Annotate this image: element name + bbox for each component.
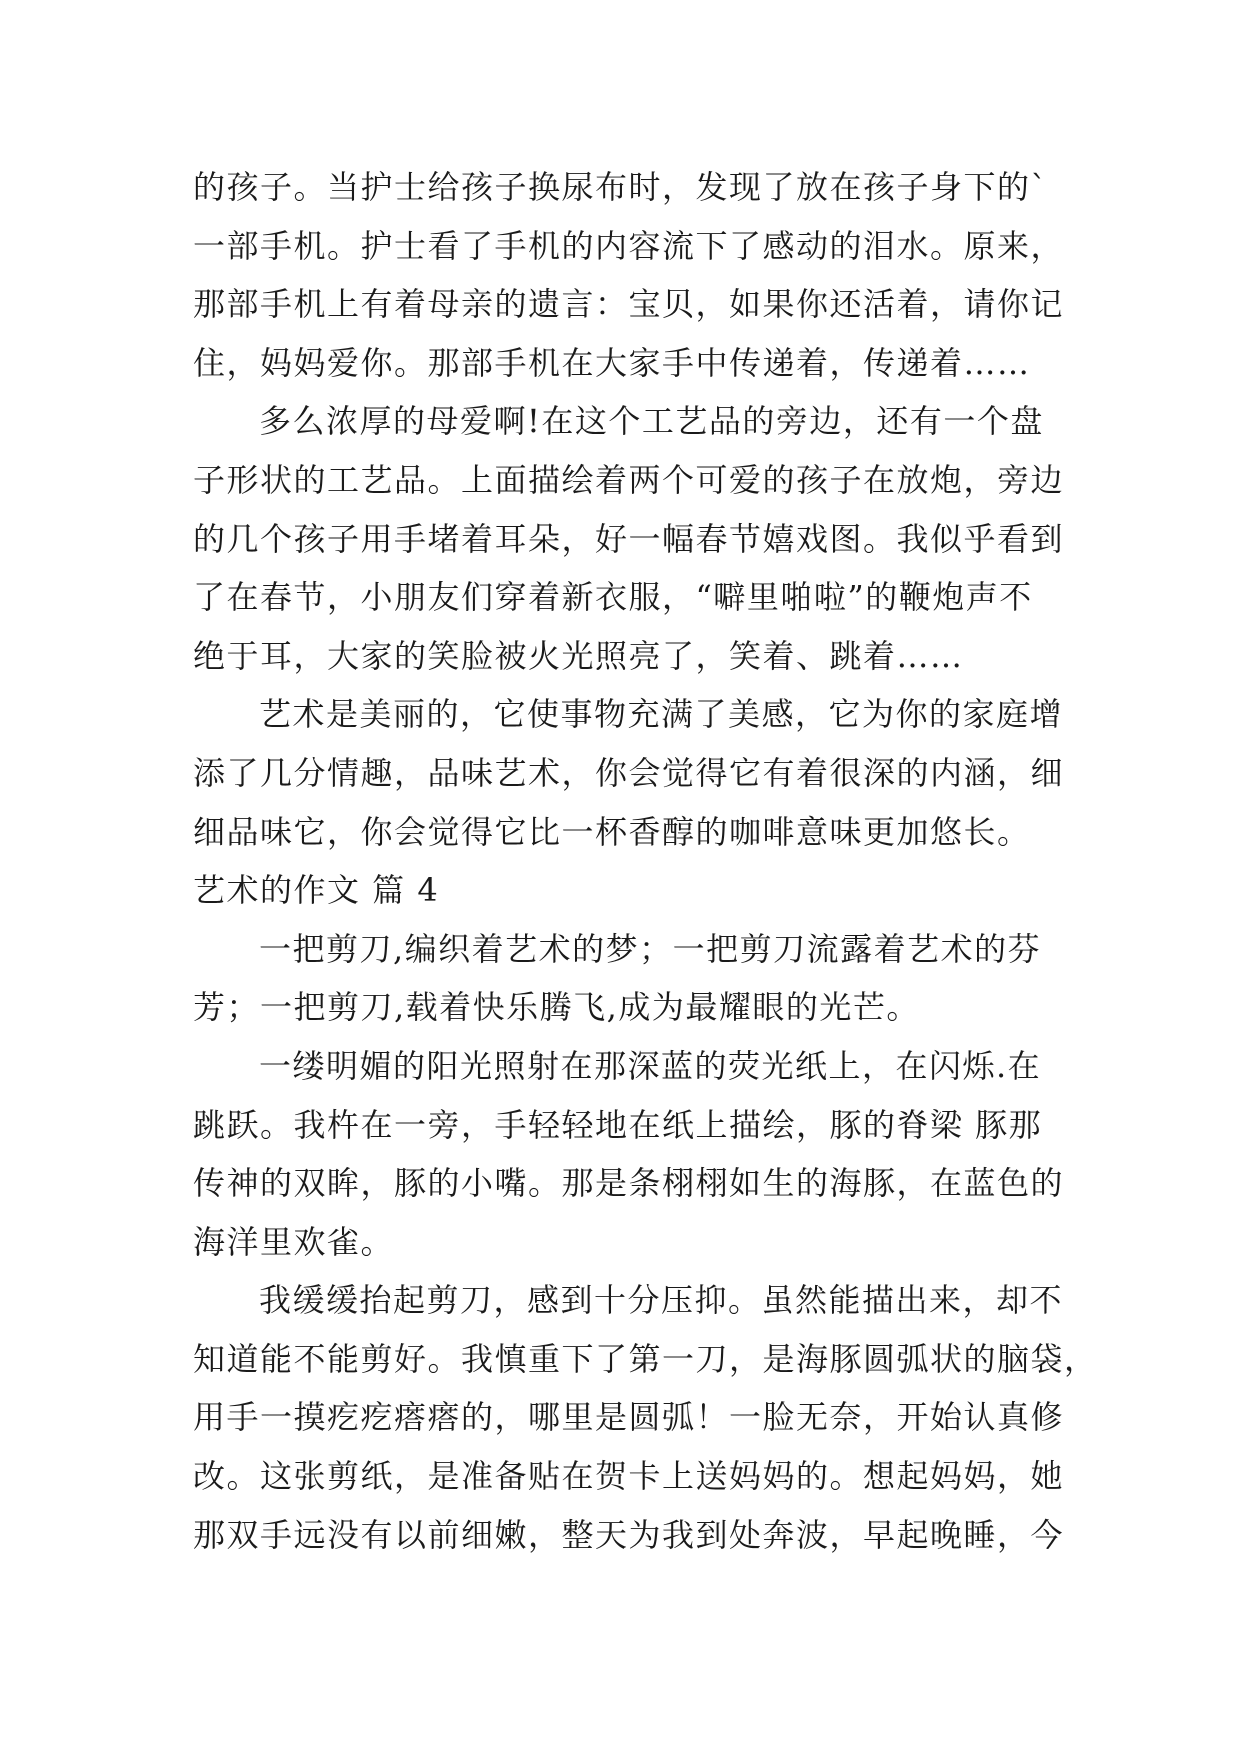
text-line: 的孩子。当护士给孩子换尿布时，发现了放在孩子身下的` [193,168,1049,206]
text-line: 一部手机。护士看了手机的内容流下了感动的泪水。原来， [193,226,1065,265]
text-line: 海洋里欢雀。 [193,1222,395,1261]
text-line: 跳跃。我杵在一旁，手轻轻地在纸上描绘，豚的脊梁 豚那 [193,1105,1043,1144]
text-line: 细品味它，你会觉得它比一杯香醇的咖啡意味更加悠长。 [193,812,1031,851]
text-line: 传神的双眸，豚的小嘴。那是条栩栩如生的海豚，在蓝色的 [193,1164,1065,1203]
paragraph-first-line: 一缕明媚的阳光照射在那深蓝的荧光纸上，在闪烁.在 [259,1046,1042,1085]
text-line: 那部手机上有着母亲的遗言：宝贝，如果你还活着，请你记 [193,285,1065,324]
paragraph-first-line: 艺术是美丽的，它使事物充满了美感，它为你的家庭增 [259,695,1064,734]
text-line: 知道能不能剪好。我慎重下了第一刀，是海豚圆弧状的脑袋， [193,1339,1098,1378]
text-line: 住，妈妈爱你。那部手机在大家手中传递着，传递着…… [193,343,1031,382]
paragraph-first-line: 一把剪刀,编织着艺术的梦；一把剪刀流露着艺术的芬 [259,929,1042,968]
text-line: 添了几分情趣，品味艺术，你会觉得它有着很深的内涵，细 [193,753,1065,792]
paragraph-first-line: 多么浓厚的母爱啊!在这个工艺品的旁边，还有一个盘 [259,402,1044,441]
paragraph-first-line: 我缓缓抬起剪刀，感到十分压抑。虽然能描出来，却不 [259,1281,1064,1320]
text-line: 用手一摸疙疙瘩瘩的，哪里是圆弧！一脸无奈，开始认真修 [193,1398,1065,1437]
text-line: 芳；一把剪刀,载着快乐腾飞,成为最耀眼的光芒。 [193,988,920,1027]
section-heading: 艺术的作文 篇 4 [193,871,440,910]
text-line: 绝于耳，大家的笑脸被火光照亮了，笑着、跳着…… [193,636,964,675]
text-line: 的几个孩子用手堵着耳朵，好一幅春节嬉戏图。我似乎看到 [193,519,1065,558]
text-line: 子形状的工艺品。上面描绘着两个可爱的孩子在放炮，旁边 [193,460,1065,499]
text-line: 那双手远没有以前细嫩，整天为我到处奔波，早起晚睡，今 [193,1515,1065,1554]
text-line: 了在春节，小朋友们穿着新衣服，“噼里啪啦”的鞭炮声不 [193,578,1033,617]
document-body [193,158,1098,1564]
text-line: 改。这张剪纸，是准备贴在贺卡上送妈妈的。想起妈妈，她 [193,1457,1065,1496]
